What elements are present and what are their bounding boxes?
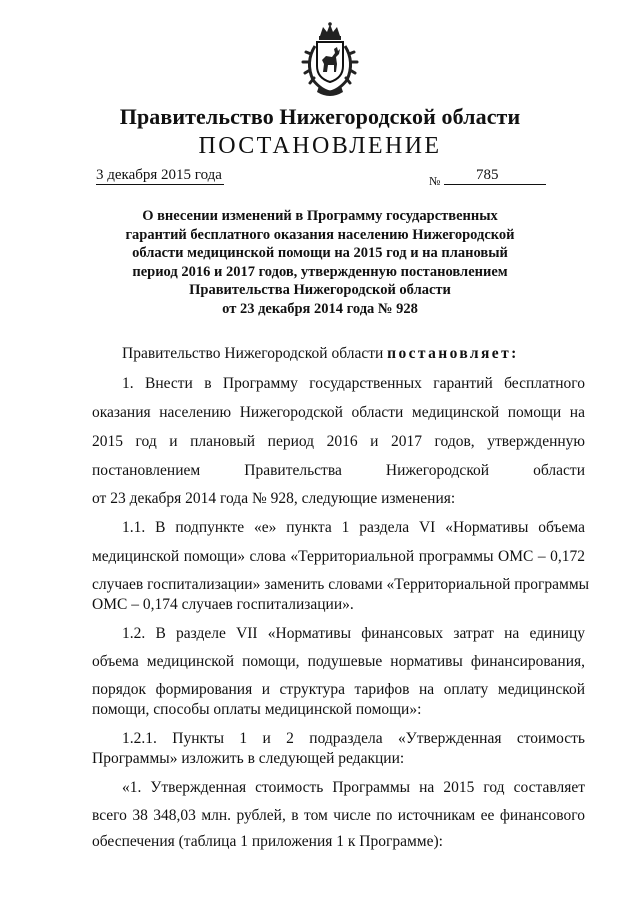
subject-line: области медицинской помощи на 2015 год и на плановый <box>132 245 508 261</box>
body-line: обеспечения (таблица 1 приложения 1 к Программе): <box>92 833 443 850</box>
body-line: постановлением Правительства Нижегородской области <box>92 462 585 479</box>
government-title: Правительство Нижегородской области <box>119 104 521 129</box>
body-line: объема медицинской помощи, подушевые нормативы финансирования, <box>92 653 585 670</box>
body-line: 1.2. В разделе VII «Нормативы финансовых затрат на единицу <box>122 625 585 642</box>
body-line: от 23 декабря 2014 года № 928, следующие изменения: <box>92 490 456 507</box>
subject-line: О внесении изменений в Программу государственных <box>142 208 498 224</box>
number-sign: № <box>429 174 441 188</box>
body-line: «1. Утвержденная стоимость Программы на 2015 год составляет <box>122 779 585 796</box>
body-line: случаев госпитализации» заменить словами «Территориальной программы <box>92 576 590 593</box>
coat-of-arms-icon <box>299 22 361 96</box>
body-line: оказания населению Нижегородской области медицинской помощи на <box>92 404 585 421</box>
subject-line: период 2016 и 2017 годов, утвержденную постановлением <box>132 263 508 280</box>
body-line: помощи, способы оплаты медицинской помощи»: <box>92 701 422 718</box>
body-line: 2015 год и плановый период 2016 и 2017 годов, утвержденную <box>92 433 585 450</box>
subject-line: от 23 декабря 2014 года № 928 <box>222 300 418 317</box>
document-type: ПОСТАНОВЛЕНИЕ <box>198 133 442 159</box>
subject-line: гарантий бесплатного оказания населению Нижегородской <box>125 226 515 243</box>
document-subject <box>100 207 540 318</box>
body-line: 1.1. В подпункте «е» пункта 1 раздела VI «Нормативы объема <box>122 519 585 536</box>
body-line: всего 38 348,03 млн. рублей, в том числе по источникам ее финансового <box>92 807 585 824</box>
resolves-clause <box>122 344 519 364</box>
document-date: 3 декабря 2015 года <box>96 167 222 183</box>
body-line: ОМС – 0,174 случаев госпитализации». <box>92 596 354 613</box>
document-number: 785 <box>476 167 499 183</box>
resolves-prefix: Правительство Нижегородской области <box>122 345 388 362</box>
body-line: 1.2.1. Пункты 1 и 2 подраздела «Утвержденная стоимость <box>122 730 585 747</box>
subject-line: Правительства Нижегородской области <box>189 282 451 298</box>
body-line: 1. Внести в Программу государственных гарантий бесплатного <box>122 375 585 392</box>
body-line: Программы» изложить в следующей редакции: <box>92 750 405 767</box>
body-line: медицинской помощи» слова «Территориальной программы ОМС – 0,172 <box>92 548 585 565</box>
resolves-word: постановляет: <box>387 345 519 362</box>
body-line: порядок формирования и структура тарифов на оплату медицинской <box>92 681 585 698</box>
